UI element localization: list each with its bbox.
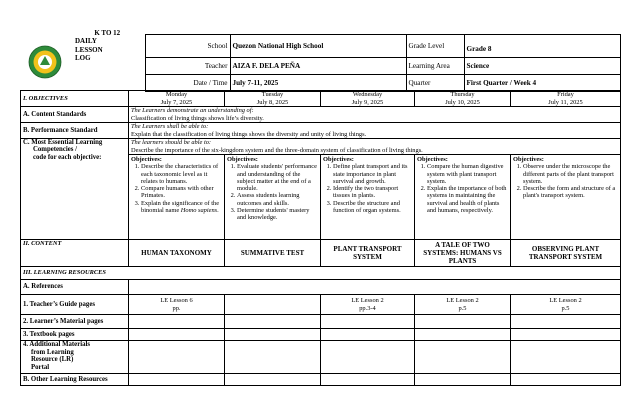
melc-label-line: C. Most Essential Learning — [23, 139, 103, 146]
content-wednesday: PLANT TRANSPORT SYSTEM — [321, 240, 415, 267]
k12-line: K TO 12 — [94, 28, 121, 37]
day-header-wednesday — [321, 91, 415, 107]
content-standards-intro: The Learners demonstrate an understanding of: — [131, 107, 254, 115]
content-standards — [129, 107, 621, 123]
k12-line: DAILY — [75, 37, 97, 45]
k12-line: LOG — [75, 54, 91, 62]
performance-standard-intro: The Learners shall be able to: — [131, 123, 209, 131]
header-table — [20, 28, 621, 92]
textbook-pages-label: 3. Textbook pages — [21, 329, 129, 341]
lm-cell — [225, 315, 321, 329]
content-standards-text: Classification of living things shows life’s diversity. — [131, 114, 264, 122]
learners-material-label: 2. Learner’s Material pages — [21, 315, 129, 329]
additional-materials-line: Portal — [31, 363, 50, 371]
tg-monday — [129, 295, 225, 315]
k12-title — [70, 28, 145, 92]
or-cell — [321, 374, 415, 386]
content-tuesday: SUMMATIVE TEST — [225, 240, 321, 267]
quarter-value: First Quarter / Week 4 — [464, 75, 620, 92]
tb-cell — [511, 329, 621, 341]
additional-materials-line: from Learning — [31, 348, 74, 356]
tg-friday — [511, 295, 621, 315]
lm-cell — [129, 315, 225, 329]
objectives-monday — [129, 155, 225, 240]
or-cell — [129, 374, 225, 386]
objective-item: 2. Identify the two transport tissues in plants. — [333, 185, 412, 200]
area-label: Learning Area — [406, 58, 464, 75]
performance-standard-label: B. Performance Standard — [21, 123, 129, 139]
am-cell — [511, 341, 621, 374]
day-name: Wednesday — [352, 91, 383, 99]
tg-pages: pp.3-4 — [359, 304, 376, 312]
tg-pages: p.5 — [458, 304, 467, 312]
melc-label-line: Competencies / — [33, 146, 77, 154]
day-name: Monday — [165, 91, 188, 99]
objectives-title: Objectives: — [227, 156, 258, 163]
day-name: Tuesday — [261, 91, 284, 99]
performance-standard-text: Explain that the classification of living things shows the diversity and unity of living things. — [131, 130, 367, 138]
k12-line: LESSON — [75, 45, 103, 54]
area-value: Science — [464, 58, 620, 75]
lesson-grid — [20, 90, 621, 386]
objectives-wednesday — [321, 155, 415, 240]
references-cell — [129, 280, 621, 295]
teacher-value: AIZA F. DELA PEÑA — [230, 58, 406, 75]
day-date: July 11, 2025 — [548, 98, 583, 106]
melc-label-line: code for each objective: — [33, 153, 102, 161]
additional-materials-label — [21, 341, 129, 374]
objective-text: Explain the significance of the binomial name — [141, 199, 220, 215]
tg-lesson: LE Lesson 6 — [160, 297, 193, 305]
day-date: July 10, 2025 — [445, 98, 480, 106]
day-date: July 8, 2025 — [256, 98, 289, 106]
school-value: Quezon National High School — [230, 35, 406, 58]
melc-label — [21, 139, 129, 240]
deped-seal — [20, 35, 70, 92]
melc-intro: The learners should be able to: — [131, 139, 212, 147]
date-label: Date / Time — [145, 75, 230, 92]
day-header-tuesday — [225, 91, 321, 107]
tb-cell — [321, 329, 415, 341]
objectives-title: Objectives: — [131, 156, 162, 163]
am-cell — [321, 341, 415, 374]
tg-pages: pp. — [172, 304, 181, 312]
or-cell — [511, 374, 621, 386]
objective-item: 3. Describe the structure and function of organ systems. — [333, 200, 412, 215]
lm-cell — [415, 315, 511, 329]
or-cell — [415, 374, 511, 386]
objectives-tuesday — [225, 155, 321, 240]
day-name: Friday — [557, 91, 574, 99]
objective-italic: Homo sapiens — [180, 207, 218, 215]
grade-label: Grade Level — [406, 35, 464, 58]
date-value: July 7-11, 2025 — [230, 75, 406, 92]
other-resources-label: B. Other Learning Resources — [21, 374, 129, 386]
additional-materials-line: Resource (LR) — [31, 356, 74, 364]
am-cell — [415, 341, 511, 374]
grade-value: Grade 8 — [464, 35, 620, 58]
additional-materials-line: 4. Additional Materials — [23, 341, 91, 348]
teachers-guide-label: 1. Teacher’s Guide pages — [21, 295, 129, 315]
objective-item: 2. Describe the form and structure of a plant's transport system. — [523, 185, 618, 200]
tb-cell — [415, 329, 511, 341]
teacher-label: Teacher — [145, 58, 230, 75]
or-cell — [225, 374, 321, 386]
am-cell — [225, 341, 321, 374]
lm-cell — [321, 315, 415, 329]
day-date: July 7, 2025 — [160, 98, 193, 106]
tg-thursday — [415, 295, 511, 315]
objective-item: 3. Determine students' mastery and knowledge. — [237, 207, 318, 222]
quarter-label: Quarter — [406, 75, 464, 92]
objective-item: 1. Compare the human digestive system with plant transport system. — [427, 163, 508, 185]
tg-lesson: LE Lesson 2 — [351, 297, 384, 305]
content-thursday: A TALE OF TWO SYSTEMS: HUMANS VS PLANTS — [415, 240, 511, 267]
objective-item: 1. Evaluate students' performance and understanding of the subject matter at the end of a module. — [237, 163, 318, 192]
tg-wednesday — [321, 295, 415, 315]
objective-item: 2. Compare humans with other Primates. — [141, 185, 222, 200]
performance-standard — [129, 123, 621, 139]
tg-pages: p.5 — [561, 304, 570, 312]
objective-item: 2. Explain the importance of both systems in maintaining the survival and health of plants and humans, respectively. — [427, 185, 508, 214]
tg-lesson: LE Lesson 2 — [549, 297, 582, 305]
objective-item: 1. Describe the characteristics of each taxonomic level as it relates to humans. — [141, 163, 222, 185]
learning-resources-heading: III. LEARNING RESOURCES — [21, 267, 621, 280]
objectives-friday — [511, 155, 621, 240]
objectives-thursday — [415, 155, 511, 240]
objective-item: 2. Assess students learning outcomes and skills. — [237, 192, 318, 207]
melc — [129, 139, 621, 155]
content-standards-label: A. Content Standards — [21, 107, 129, 123]
objectives-title: Objectives: — [513, 156, 544, 163]
content-heading: II. CONTENT — [21, 240, 129, 267]
am-cell — [129, 341, 225, 374]
day-header-thursday — [415, 91, 511, 107]
content-friday: OBSERVING PLANT TRANSPORT SYSTEM — [511, 240, 621, 267]
tb-cell — [129, 329, 225, 341]
objective-item: 3. Explain the significance of the binomial name Homo sapiens. — [141, 200, 222, 215]
objectives-title: Objectives: — [323, 156, 354, 163]
melc-text: Describe the importance of the six-kingdom system and the three-domain system of classification of living things. — [131, 146, 423, 154]
tg-tuesday — [225, 295, 321, 315]
lm-cell — [511, 315, 621, 329]
deped-seal-icon — [28, 45, 62, 79]
tb-cell — [225, 329, 321, 341]
objective-item: 1. Observe under the microscope the different parts of the plant transport system. — [523, 163, 618, 185]
objective-item: 1. Define plant transport and its state importance in plant survival and growth. — [333, 163, 412, 185]
day-header-friday — [511, 91, 621, 107]
day-date: July 9, 2025 — [351, 98, 384, 106]
objectives-title: Objectives: — [417, 156, 448, 163]
objectives-heading: I. OBJECTIVES — [21, 91, 129, 107]
content-monday: HUMAN TAXONOMY — [129, 240, 225, 267]
day-name: Thursday — [450, 91, 475, 99]
references-label: A. References — [21, 280, 129, 295]
day-header-monday — [129, 91, 225, 107]
school-label: School — [145, 35, 230, 58]
tg-lesson: LE Lesson 2 — [446, 297, 479, 305]
